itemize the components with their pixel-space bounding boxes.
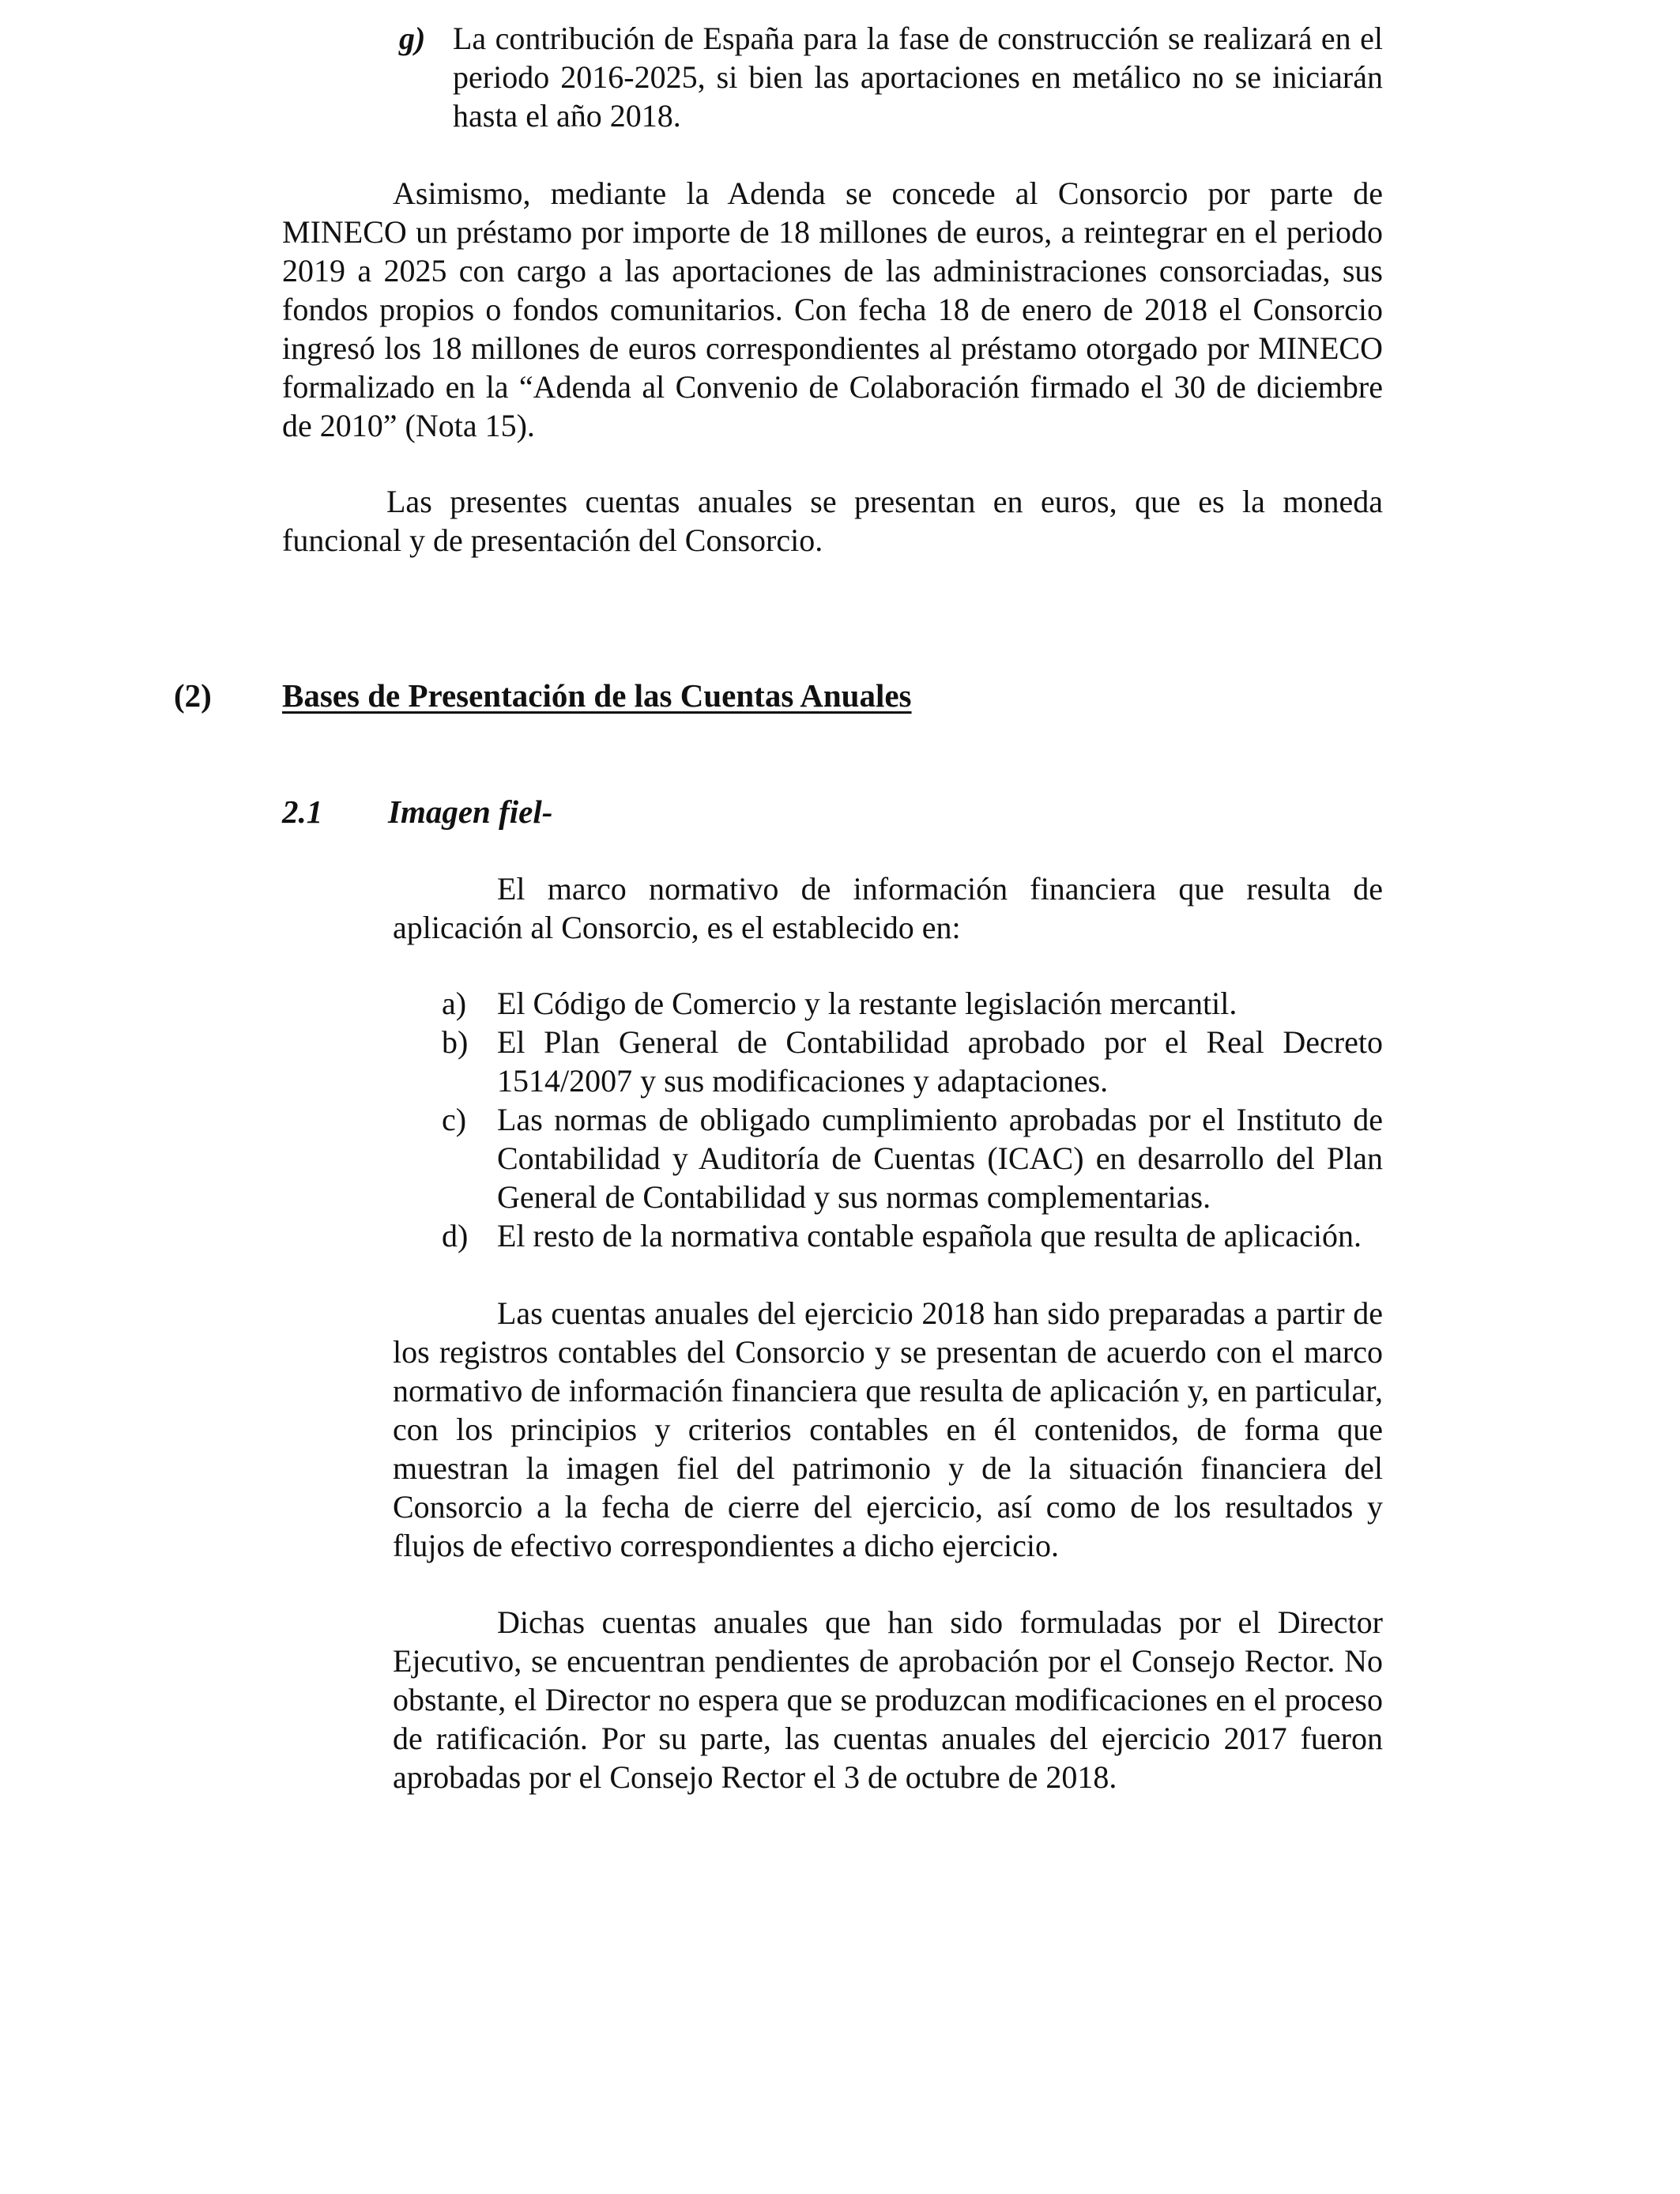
list-item (393, 984, 1383, 1023)
list-item-g-text: La contribución de España para la fase de construcción se realizará en el periodo 2016-2025, si bien las aportaciones en metálico no se iniciarán hasta el año 2018. (453, 21, 1383, 134)
list-marker: d) (442, 1218, 469, 1253)
paragraph-marco-normativo: El marco normativo de información financiera que resulta de aplicación al Consorcio, es el establecido en: (393, 871, 1383, 945)
list-item (393, 1100, 1383, 1216)
paragraph-adenda: Asimismo, mediante la Adenda se concede al Consorcio por parte de MINECO un préstamo por importe de 18 millones de euros, a reintegrar en el periodo 2019 a 2025 con cargo a las aportaciones de las administraciones consorciadas, sus fondos propios o fondos comunitarios. Con fecha 18 de enero de 2018 el Consorcio ingresó los 18 millones de euros correspondientes al préstamo otorgado por MINECO formalizado en la “Adenda al Convenio de Colaboración firmado el 30 de diciembre de 2010” (Nota 15). (282, 175, 1383, 443)
list-item (393, 1023, 1383, 1100)
list-item-text: El Plan General de Contabilidad aprobado por el Real Decreto 1514/2007 y sus modificaciones y adaptaciones. (497, 1024, 1383, 1099)
subsection-title: Imagen fiel- (388, 794, 553, 830)
list-item-text: El resto de la normativa contable española que resulta de aplicación. (497, 1218, 1362, 1253)
list-item (393, 1216, 1383, 1255)
subsection-number: 2.1 (282, 794, 323, 830)
section-number: (2) (174, 677, 212, 714)
list-marker: c) (442, 1102, 467, 1137)
marco-list (393, 984, 1383, 1255)
paragraph-moneda: Las presentes cuentas anuales se presentan en euros, que es la moneda funcional y de presentación del Consorcio. (282, 484, 1383, 558)
list-marker: b) (442, 1024, 469, 1060)
list-marker-g: g) (399, 21, 426, 56)
list-item-text: Las normas de obligado cumplimiento aprobadas por el Instituto de Contabilidad y Auditoría de Cuentas (ICAC) en desarrollo del Plan General de Contabilidad y sus normas complementarias. (497, 1102, 1383, 1215)
section-title: Bases de Presentación de las Cuentas Anuales (282, 677, 912, 714)
paragraph-dichas-cuentas: Dichas cuentas anuales que han sido formuladas por el Director Ejecutivo, se encuentran pendientes de aprobación por el Consejo Rector. No obstante, el Director no espera que se produzcan modificaciones en el proceso de ratificación. Por su parte, las cuentas anuales del ejercicio 2017 fueron aprobadas por el Consejo Rector el 3 de octubre de 2018. (393, 1604, 1383, 1795)
list-item-g (399, 19, 1383, 135)
paragraph-cuentas-anuales: Las cuentas anuales del ejercicio 2018 han sido preparadas a partir de los registros contables del Consorcio y se presentan de acuerdo con el marco normativo de información financiera que resulta de aplicación y, en particular, con los principios y criterios contables en él contenidos, de forma que muestran la imagen fiel del patrimonio y de la situación financiera del Consorcio a la fecha de cierre del ejercicio, así como de los resultados y flujos de efectivo correspondientes a dicho ejercicio. (393, 1295, 1383, 1563)
list-marker: a) (442, 986, 467, 1021)
list-item-text: El Código de Comercio y la restante legislación mercantil. (497, 986, 1237, 1021)
